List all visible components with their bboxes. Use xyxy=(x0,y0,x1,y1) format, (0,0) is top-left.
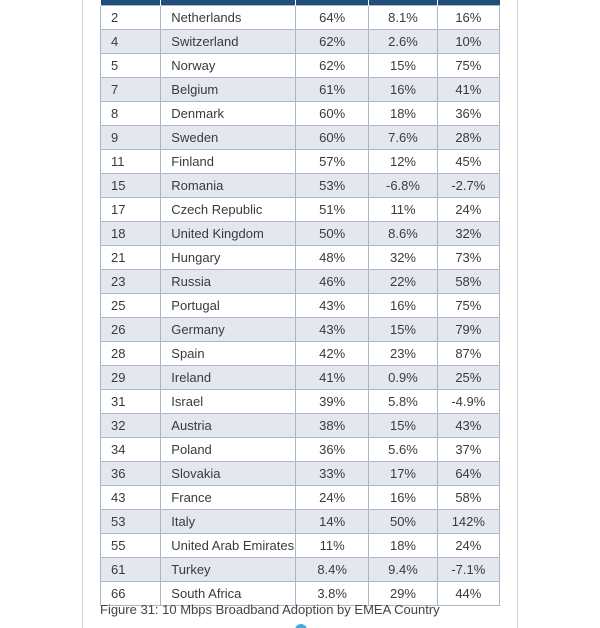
qoq-change-cell: 0.9% xyxy=(369,366,437,390)
country-cell: Ireland xyxy=(161,366,296,390)
rank-cell: 23 xyxy=(101,270,161,294)
qoq-change-cell: 23% xyxy=(369,342,437,366)
yoy-change-cell: 79% xyxy=(437,318,499,342)
country-cell: Slovakia xyxy=(161,462,296,486)
table-row xyxy=(101,342,500,366)
yoy-change-cell: 73% xyxy=(437,246,499,270)
yoy-change-cell: 28% xyxy=(437,126,499,150)
emea-adoption-table xyxy=(100,0,500,606)
table-row xyxy=(101,534,500,558)
yoy-change-cell: 32% xyxy=(437,222,499,246)
qoq-change-cell: 9.4% xyxy=(369,558,437,582)
country-cell: Netherlands xyxy=(161,6,296,30)
country-cell: Czech Republic xyxy=(161,198,296,222)
country-cell: Germany xyxy=(161,318,296,342)
yoy-change-cell: 44% xyxy=(437,582,499,606)
qoq-change-cell: 18% xyxy=(369,534,437,558)
qoq-change-cell: 15% xyxy=(369,414,437,438)
yoy-change-cell: 142% xyxy=(437,510,499,534)
rank-cell: 61 xyxy=(101,558,161,582)
adoption-cell: 8.4% xyxy=(295,558,368,582)
country-cell: Switzerland xyxy=(161,30,296,54)
qoq-change-cell: 16% xyxy=(369,486,437,510)
table-row xyxy=(101,30,500,54)
rank-cell: 25 xyxy=(101,294,161,318)
table-row xyxy=(101,318,500,342)
qoq-change-cell: 50% xyxy=(369,510,437,534)
rank-cell: 2 xyxy=(101,6,161,30)
country-cell: Israel xyxy=(161,390,296,414)
table-row xyxy=(101,294,500,318)
adoption-cell: 46% xyxy=(295,270,368,294)
yoy-change-cell: 36% xyxy=(437,102,499,126)
yoy-change-cell: 58% xyxy=(437,270,499,294)
yoy-change-cell: 25% xyxy=(437,366,499,390)
table-row xyxy=(101,174,500,198)
adoption-cell: 48% xyxy=(295,246,368,270)
country-cell: Denmark xyxy=(161,102,296,126)
adoption-cell: 53% xyxy=(295,174,368,198)
yoy-change-cell: 43% xyxy=(437,414,499,438)
country-cell: Italy xyxy=(161,510,296,534)
yoy-change-cell: 24% xyxy=(437,534,499,558)
rank-cell: 43 xyxy=(101,486,161,510)
country-cell: Hungary xyxy=(161,246,296,270)
adoption-cell: 64% xyxy=(295,6,368,30)
rank-cell: 17 xyxy=(101,198,161,222)
adoption-cell: 57% xyxy=(295,150,368,174)
table-row xyxy=(101,102,500,126)
rank-cell: 34 xyxy=(101,438,161,462)
qoq-change-cell: 5.6% xyxy=(369,438,437,462)
yoy-change-cell: 75% xyxy=(437,54,499,78)
adoption-cell: 33% xyxy=(295,462,368,486)
rank-cell: 15 xyxy=(101,174,161,198)
table-row xyxy=(101,270,500,294)
table-row xyxy=(101,246,500,270)
adoption-cell: 3.8% xyxy=(295,582,368,606)
yoy-change-cell: 58% xyxy=(437,486,499,510)
country-cell: Turkey xyxy=(161,558,296,582)
qoq-change-cell: 15% xyxy=(369,318,437,342)
adoption-cell: 62% xyxy=(295,54,368,78)
rank-cell: 32 xyxy=(101,414,161,438)
country-cell: Spain xyxy=(161,342,296,366)
rank-cell: 8 xyxy=(101,102,161,126)
country-cell: France xyxy=(161,486,296,510)
table-row xyxy=(101,558,500,582)
table-row xyxy=(101,150,500,174)
yoy-change-cell: 87% xyxy=(437,342,499,366)
table-row xyxy=(101,6,500,30)
yoy-change-cell: 45% xyxy=(437,150,499,174)
adoption-cell: 38% xyxy=(295,414,368,438)
rank-cell: 18 xyxy=(101,222,161,246)
qoq-change-cell: 15% xyxy=(369,54,437,78)
qoq-change-cell: 8.6% xyxy=(369,222,437,246)
country-cell: Sweden xyxy=(161,126,296,150)
table-row xyxy=(101,126,500,150)
qoq-change-cell: 12% xyxy=(369,150,437,174)
table-body xyxy=(101,6,500,606)
country-cell: United Arab Emirates xyxy=(161,534,296,558)
table-row xyxy=(101,222,500,246)
qoq-change-cell: 8.1% xyxy=(369,6,437,30)
yoy-change-cell: 16% xyxy=(437,6,499,30)
country-cell: Finland xyxy=(161,150,296,174)
rank-cell: 21 xyxy=(101,246,161,270)
table-row xyxy=(101,462,500,486)
yoy-change-cell: 75% xyxy=(437,294,499,318)
rank-cell: 9 xyxy=(101,126,161,150)
table-row xyxy=(101,366,500,390)
rank-cell: 5 xyxy=(101,54,161,78)
adoption-cell: 60% xyxy=(295,126,368,150)
adoption-cell: 43% xyxy=(295,318,368,342)
qoq-change-cell: 22% xyxy=(369,270,437,294)
table-row xyxy=(101,54,500,78)
adoption-cell: 62% xyxy=(295,30,368,54)
country-cell: South Africa xyxy=(161,582,296,606)
rank-cell: 28 xyxy=(101,342,161,366)
yoy-change-cell: 37% xyxy=(437,438,499,462)
table-row xyxy=(101,510,500,534)
qoq-change-cell: 11% xyxy=(369,198,437,222)
yoy-change-cell: -4.9% xyxy=(437,390,499,414)
rank-cell: 11 xyxy=(101,150,161,174)
qoq-change-cell: -6.8% xyxy=(369,174,437,198)
adoption-cell: 50% xyxy=(295,222,368,246)
country-cell: Austria xyxy=(161,414,296,438)
adoption-cell: 51% xyxy=(295,198,368,222)
rank-cell: 36 xyxy=(101,462,161,486)
adoption-cell: 61% xyxy=(295,78,368,102)
qoq-change-cell: 29% xyxy=(369,582,437,606)
rank-cell: 4 xyxy=(101,30,161,54)
adoption-cell: 39% xyxy=(295,390,368,414)
adoption-cell: 43% xyxy=(295,294,368,318)
table-row xyxy=(101,78,500,102)
figure-caption: Figure 31: 10 Mbps Broadband Adoption by EMEA Country xyxy=(100,602,440,617)
qoq-change-cell: 18% xyxy=(369,102,437,126)
table-row xyxy=(101,414,500,438)
country-cell: Romania xyxy=(161,174,296,198)
rank-cell: 29 xyxy=(101,366,161,390)
yoy-change-cell: -7.1% xyxy=(437,558,499,582)
rank-cell: 55 xyxy=(101,534,161,558)
table-row xyxy=(101,438,500,462)
adoption-cell: 14% xyxy=(295,510,368,534)
adoption-cell: 60% xyxy=(295,102,368,126)
country-cell: United Kingdom xyxy=(161,222,296,246)
qoq-change-cell: 2.6% xyxy=(369,30,437,54)
country-cell: Norway xyxy=(161,54,296,78)
yoy-change-cell: 10% xyxy=(437,30,499,54)
yoy-change-cell: 64% xyxy=(437,462,499,486)
table-row xyxy=(101,198,500,222)
adoption-cell: 11% xyxy=(295,534,368,558)
country-cell: Portugal xyxy=(161,294,296,318)
adoption-cell: 36% xyxy=(295,438,368,462)
qoq-change-cell: 16% xyxy=(369,294,437,318)
rank-cell: 7 xyxy=(101,78,161,102)
qoq-change-cell: 5.8% xyxy=(369,390,437,414)
adoption-cell: 41% xyxy=(295,366,368,390)
qoq-change-cell: 32% xyxy=(369,246,437,270)
yoy-change-cell: 24% xyxy=(437,198,499,222)
rank-cell: 53 xyxy=(101,510,161,534)
qoq-change-cell: 7.6% xyxy=(369,126,437,150)
rank-cell: 31 xyxy=(101,390,161,414)
yoy-change-cell: 41% xyxy=(437,78,499,102)
rank-cell: 66 xyxy=(101,582,161,606)
adoption-cell: 24% xyxy=(295,486,368,510)
table-row xyxy=(101,486,500,510)
adoption-cell: 42% xyxy=(295,342,368,366)
rank-cell: 26 xyxy=(101,318,161,342)
country-cell: Poland xyxy=(161,438,296,462)
country-cell: Belgium xyxy=(161,78,296,102)
yoy-change-cell: -2.7% xyxy=(437,174,499,198)
country-cell: Russia xyxy=(161,270,296,294)
qoq-change-cell: 17% xyxy=(369,462,437,486)
qoq-change-cell: 16% xyxy=(369,78,437,102)
table-row xyxy=(101,390,500,414)
